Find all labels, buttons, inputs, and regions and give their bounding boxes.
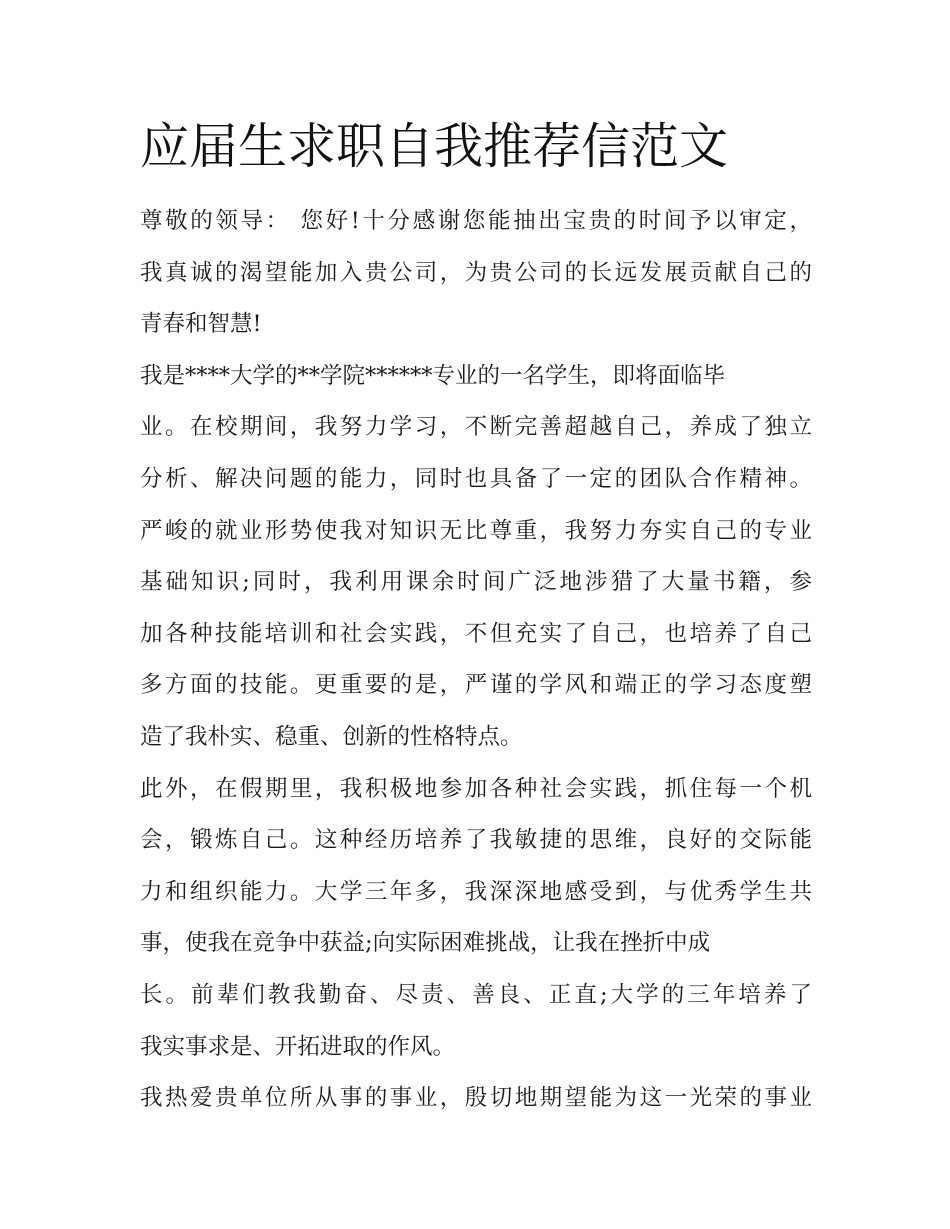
body-line: 分析、解决问题的能力，同时也具备了一定的团队合作精神。 [140, 465, 812, 492]
body-line: 青春和智慧! [140, 311, 262, 338]
body-line: 业。在校期间，我努力学习，不断完善超越自己，养成了独立 [140, 414, 812, 441]
body-line: 我是****大学的**学院******专业的一名学生，即将面临毕 [140, 362, 726, 389]
body-line: 此外，在假期里，我积极地参加各种社会实践，抓住每一个机 [140, 775, 812, 802]
body-line: 我实事求是、开拓进取的作风。 [140, 1033, 456, 1060]
body-line: 加各种技能培训和社会实践，不但充实了自己，也培养了自己 [140, 620, 812, 647]
letter-body [140, 196, 812, 1125]
body-line: 尊敬的领导： 您好!十分感谢您能抽出宝贵的时间予以审定， [140, 208, 812, 234]
body-line: 会，锻炼自己。这种经历培养了我敏捷的思维，良好的交际能 [140, 827, 812, 854]
body-line: 我热爱贵单位所从事的事业，殷切地期望能为这一光荣的事业 [140, 1085, 812, 1112]
body-line: 多方面的技能。更重要的是，严谨的学风和端正的学习态度塑 [140, 672, 812, 699]
body-line: 长。前辈们教我勤奋、尽责、善良、正直;大学的三年培养了 [140, 981, 812, 1008]
body-line: 力和组织能力。大学三年多，我深深地感受到，与优秀学生共 [140, 878, 812, 905]
body-line: 我真诚的渴望能加入贵公司，为贵公司的长远发展贡献自己的 [140, 259, 812, 286]
body-line: 基础知识;同时，我利用课余时间广泛地涉猎了大量书籍，参 [140, 569, 812, 596]
body-line: 造了我朴实、稳重、创新的性格特点。 [140, 723, 523, 750]
body-line: 事，使我在竞争中获益;向实际困难挑战，让我在挫折中成 [140, 930, 711, 957]
document-title: 应届生求职自我推荐信范文 [140, 118, 729, 175]
body-line: 严峻的就业形势使我对知识无比尊重，我努力夯实自己的专业 [140, 517, 812, 544]
